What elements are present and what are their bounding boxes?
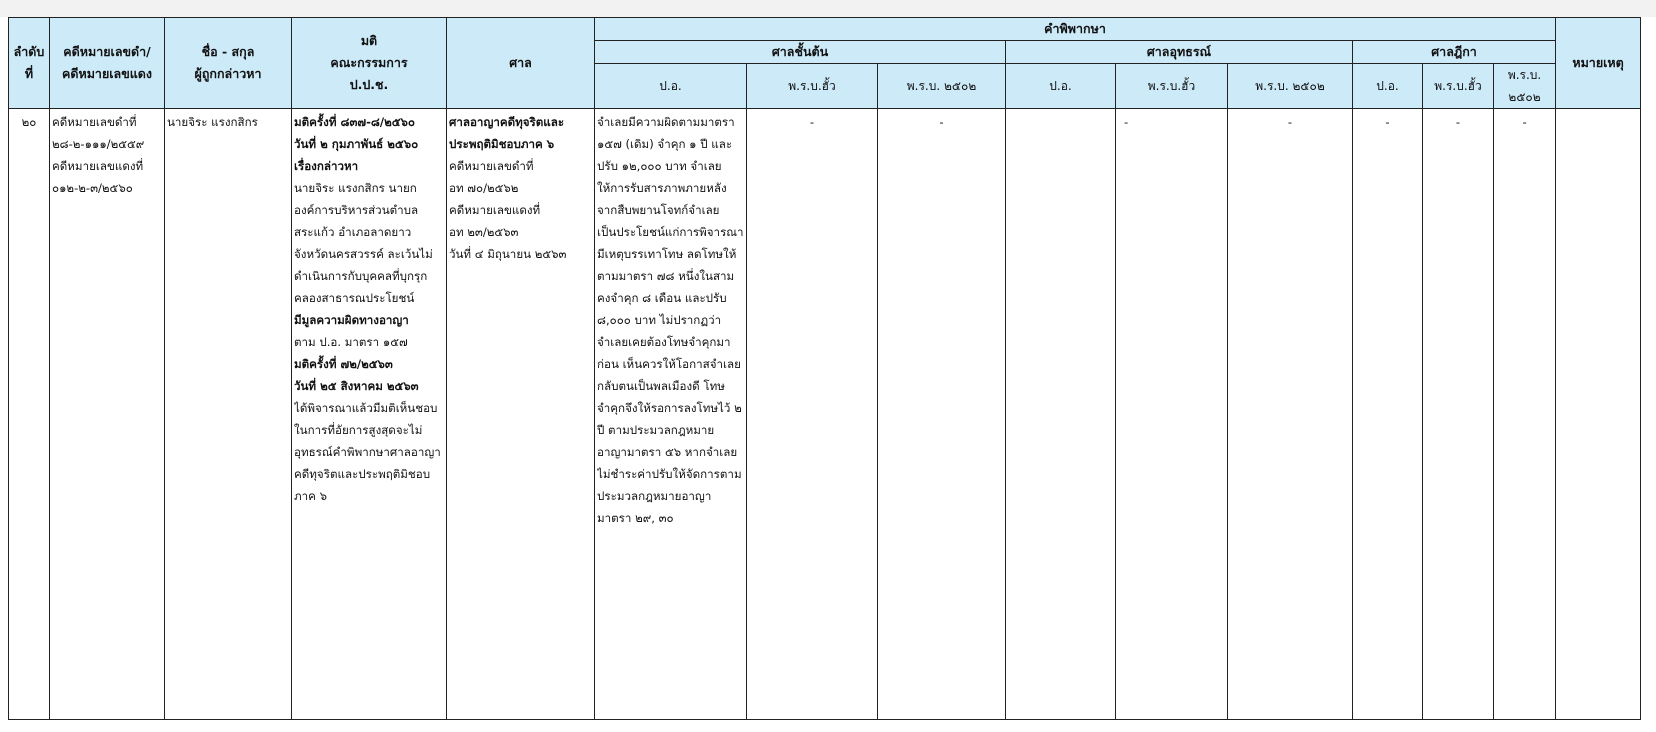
text-line: มาตรา ๒๙, ๓๐ xyxy=(597,511,674,525)
text-line: มติครั้งที่ ๘๓๗-๘/๒๕๖๐ xyxy=(294,115,415,129)
text-line: ในการที่อัยการสูงสุดจะไม่ xyxy=(294,423,423,437)
text-line: จำคุกจึงให้รอการลงโทษไว้ ๒ xyxy=(597,401,742,415)
cell-seq: ๒๐ xyxy=(9,109,50,720)
text-line: อท ๒๓/๒๕๖๓ xyxy=(449,225,519,239)
cell-supreme-act-hua: - xyxy=(1423,109,1494,720)
text-line: ประมวลกฎหมายอาญา xyxy=(597,489,712,503)
cell-supreme-criminal-code: - xyxy=(1353,109,1423,720)
text-line: คดีหมายเลขแดงที่ xyxy=(449,203,541,217)
text-line: มติครั้งที่ ๗๒/๒๕๖๓ xyxy=(294,357,393,371)
text-line: วันที่ ๒ กุมภาพันธ์ ๒๕๖๐ xyxy=(294,137,419,151)
header-appeal-court: ศาลอุทธรณ์ xyxy=(1006,41,1353,64)
text-line: อท ๗๐/๒๕๖๒ xyxy=(449,181,519,195)
text-line: จังหวัดนครสวรรค์ ละเว้นไม่ xyxy=(294,247,433,261)
header-court: ศาล xyxy=(447,18,595,109)
text-line: อาญามาตรา ๕๖ หากจำเลย xyxy=(597,445,738,459)
header-supreme-act-hua: พ.ร.บ.ฮั้ว xyxy=(1423,64,1494,109)
header-seq: ลำดับ ที่ xyxy=(9,18,50,109)
text-line: วันที่ ๔ มิถุนายน ๒๕๖๓ xyxy=(449,247,567,261)
text-line: ตาม ป.อ. มาตรา ๑๕๗ xyxy=(294,335,408,349)
text-line: ประพฤติมิชอบภาค ๖ xyxy=(449,137,555,151)
text-line: จำเลยมีความผิดตามมาตรา xyxy=(597,115,735,129)
header-supreme-criminal-code: ป.อ. xyxy=(1353,64,1423,109)
text-line: คดีทุจริตและประพฤติมิชอบ xyxy=(294,467,431,481)
cell-accused-name: นายจิระ แรงกสิกร xyxy=(165,109,292,720)
cell-appeal-act-2502: - xyxy=(1228,109,1353,720)
text-line: อุทธรณ์คำพิพากษาศาลอาญา xyxy=(294,445,441,459)
header-appeal-criminal-code: ป.อ. xyxy=(1006,64,1116,109)
header-supreme-court: ศาลฎีกา xyxy=(1353,41,1556,64)
table-row xyxy=(9,109,1641,720)
cell-appeal-criminal-code xyxy=(1006,109,1116,720)
cell-court xyxy=(447,109,595,720)
text-line: คดีหมายเลขดำที่ xyxy=(449,159,534,173)
text-line: คลองสาธารณประโยชน์ xyxy=(294,291,415,305)
cell-case-no: คดีหมายเลขดำที่ ๒๘-๒-๑๑๑/๒๕๕๙ คดีหมายเลขแดงที่ ๐๑๒-๒-๓/๒๕๖๐ xyxy=(50,109,165,720)
text-line: คงจำคุก ๘ เดือน และปรับ xyxy=(597,291,727,305)
cell-appeal-act-hua: - xyxy=(1116,109,1228,720)
text-line: ได้พิจารณาแล้วมีมติเห็นชอบ xyxy=(294,401,438,415)
header-first-criminal-code: ป.อ. xyxy=(595,64,747,109)
cell-supreme-act-2502: - xyxy=(1494,109,1556,720)
text-line: มีมูลความผิดทางอาญา xyxy=(294,313,409,327)
judgment-table xyxy=(8,17,1641,720)
text-line: สระแก้ว อำเภอลาดยาว xyxy=(294,225,412,239)
text-line: ตามมาตรา ๗๘ หนึ่งในสาม xyxy=(597,269,735,283)
header-remark: หมายเหตุ xyxy=(1556,18,1641,109)
text-line: มีเหตุบรรเทาโทษ ลดโทษให้ xyxy=(597,247,737,261)
text-line: จากสืบพยานโจทก์จำเลย xyxy=(597,203,720,217)
header-judgment: คำพิพากษา xyxy=(595,18,1556,41)
text-line: นายจิระ แรงกสิกร นายก xyxy=(294,181,417,195)
header-case-no: คดีหมายเลขดำ/ คดีหมายเลขแดง xyxy=(50,18,165,109)
cell-first-act-hua: - xyxy=(747,109,878,720)
text-line: ๑๕๗ (เดิม) จำคุก ๑ ปี และ xyxy=(597,137,733,151)
cell-nacc-resolution xyxy=(292,109,447,720)
text-line: วันที่ ๒๕ สิงหาคม ๒๕๖๓ xyxy=(294,379,419,393)
text-line: กลับตนเป็นพลเมืองดี โทษ xyxy=(597,379,725,393)
cell-remark xyxy=(1556,109,1641,720)
text-line: ไม่ชำระค่าปรับให้จัดการตาม xyxy=(597,467,742,481)
header-nacc-resolution: มติ คณะกรรมการ ป.ป.ช. xyxy=(292,18,447,109)
text-line: ปรับ ๑๒,๐๐๐ บาท จำเลย xyxy=(597,159,722,173)
top-margin-band xyxy=(0,0,1656,17)
header-accused-name: ชื่อ - สกุล ผู้ถูกกล่าวหา xyxy=(165,18,292,109)
header-first-act-hua: พ.ร.บ.ฮั้ว xyxy=(747,64,878,109)
cell-first-criminal-code xyxy=(595,109,747,720)
text-line: องค์การบริหารส่วนตำบล xyxy=(294,203,419,217)
text-line: เรื่องกล่าวหา xyxy=(294,159,359,173)
header-appeal-act-2502: พ.ร.บ. ๒๕๐๒ xyxy=(1228,64,1353,109)
text-line: ปี ตามประมวลกฎหมาย xyxy=(597,423,715,437)
header-appeal-act-hua: พ.ร.บ.ฮั้ว xyxy=(1116,64,1228,109)
text-line: ให้การรับสารภาพภายหลัง xyxy=(597,181,727,195)
table-header xyxy=(9,18,1641,109)
text-line: ดำเนินการกับบุคคลที่บุกรุก xyxy=(294,269,428,283)
text-line: เป็นประโยชน์แก่การพิจารณา xyxy=(597,225,744,239)
text-line: ก่อน เห็นควรให้โอกาสจำเลย xyxy=(597,357,741,371)
header-first-act-2502: พ.ร.บ. ๒๕๐๒ xyxy=(878,64,1006,109)
text-line: ๘,๐๐๐ บาท ไม่ปรากฏว่า xyxy=(597,313,722,327)
text-line: ภาค ๖ xyxy=(294,489,327,503)
cell-first-act-2502: - xyxy=(878,109,1006,720)
text-line: ศาลอาญาคดีทุจริตและ xyxy=(449,115,565,129)
header-supreme-act-2502: พ.ร.บ. ๒๕๐๒ xyxy=(1494,64,1556,109)
header-first-court: ศาลชั้นต้น xyxy=(595,41,1006,64)
text-line: จำเลยเคยต้องโทษจำคุกมา xyxy=(597,335,731,349)
